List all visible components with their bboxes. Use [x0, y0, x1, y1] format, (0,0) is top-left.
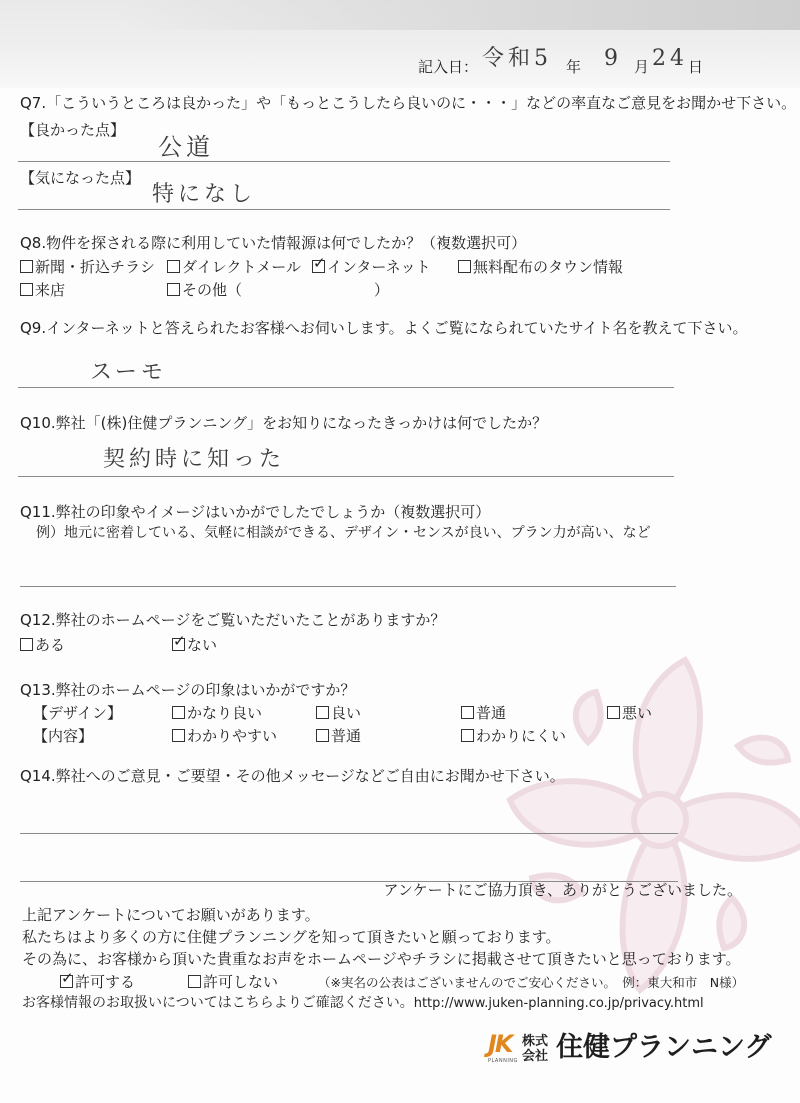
q11-example: 例）地元に密着している、気軽に相談ができる、デザイン・センスが良い、プラン力が高い、など	[36, 525, 651, 541]
checkbox	[312, 260, 325, 273]
company-logo-corp	[522, 1034, 548, 1064]
checkbox	[60, 975, 73, 988]
q7-question: Q7.「こういうところは良かった」や「もっとこうしたら良いのに・・・」などの率直なご意見をお聞かせ下さい。	[20, 94, 797, 112]
checkbox	[172, 638, 185, 651]
q10-answer: 契約時に知った	[103, 447, 286, 472]
q9-question: Q9.インターネットと答えられたお客様へお伺いします。よくご覧になられていたサイト名を教えて下さい。	[20, 319, 748, 337]
request-line-3: その為に、お客様から頂いた貴重なお声をホームページやチラシに掲載させて頂きたいと思っております。	[22, 950, 741, 968]
answer-line	[20, 586, 676, 587]
q8-option-newspaper	[20, 258, 155, 276]
date-month-value: 9	[604, 46, 622, 71]
date-year-unit: 年	[566, 58, 582, 76]
q13-question: Q13.弊社のホームページの印象はいかがですか？	[20, 681, 356, 699]
date-day-value: 24	[652, 46, 688, 71]
answer-line	[20, 833, 678, 834]
q13-design-bad	[607, 704, 652, 722]
permission-allow	[60, 973, 135, 991]
q11-question: Q11.弊社の印象やイメージはいかがでしたでしょうか（複数選択可）	[20, 503, 491, 521]
checkbox	[20, 638, 33, 651]
q13-content-easy	[172, 727, 277, 745]
q14-question: Q14.弊社へのご意見・ご要望・その他メッセージなどご自由にお聞かせ下さい。	[20, 767, 565, 785]
company-logo-name: 住健プランニング	[556, 1032, 772, 1063]
option-label: 許可しない	[203, 973, 279, 991]
checkbox	[461, 729, 474, 742]
q13-design-very-good	[172, 704, 262, 722]
checkbox	[167, 260, 180, 273]
option-label: わかりにくい	[476, 727, 567, 745]
privacy-url: http://www.juken-planning.co.jp/privacy.html	[413, 996, 704, 1011]
q8-option-other	[167, 281, 242, 299]
q9-answer: スーモ	[90, 360, 167, 385]
permission-deny	[188, 973, 278, 991]
scan-top-shade	[120, 0, 800, 30]
answer-line	[18, 476, 674, 477]
privacy-line	[22, 994, 704, 1013]
corp-line-2: 会社	[522, 1049, 549, 1064]
permission-note: （※実名の公表はございませんのでご安心ください。 例：東大和市 N様）	[318, 975, 745, 990]
privacy-text: お客様情報のお取扱いについてはこちらよりご確認ください。	[22, 995, 414, 1011]
option-label: その他（	[182, 281, 243, 299]
company-logo-mark: JK	[488, 1030, 512, 1058]
checkbox	[316, 729, 329, 742]
q12-option-no	[172, 636, 217, 654]
option-label: 普通	[331, 727, 362, 745]
q13-content-label: 【内容】	[33, 727, 94, 745]
q7-good-answer: 公道	[158, 133, 214, 161]
checkbox	[607, 706, 620, 719]
answer-line	[18, 387, 674, 388]
checkbox	[188, 975, 201, 988]
date-day-unit: 日	[688, 58, 704, 76]
company-logo-mark-sub: PLANNING	[488, 1058, 518, 1064]
option-label: ない	[187, 636, 218, 654]
option-label: 悪い	[622, 704, 653, 722]
option-label: 来店	[35, 281, 66, 299]
q12-question: Q12.弊社のホームページをご覧いただいたことがありますか？	[20, 611, 446, 629]
date-month-unit: 月	[634, 58, 650, 76]
q8-option-internet	[312, 258, 431, 276]
option-label: インターネット	[327, 258, 431, 276]
q8-option-direct-mail	[167, 258, 301, 276]
q7-concern-label: 【気になった点】	[20, 169, 141, 187]
checkbox	[172, 729, 185, 742]
q8-question: Q8.物件を探される際に利用していた情報源は何でしたか？（複数選択可）	[20, 234, 527, 252]
q7-concern-answer: 特になし	[152, 182, 257, 207]
q13-content-hard	[461, 727, 566, 745]
option-label: ダイレクトメール	[182, 258, 301, 276]
option-label: わかりやすい	[187, 727, 278, 745]
checkbox	[172, 706, 185, 719]
corp-line-1: 株式	[522, 1034, 549, 1049]
q8-option-visit	[20, 281, 65, 299]
thanks-message: アンケートにご協力頂き、ありがとうございました。	[383, 881, 742, 899]
checkbox	[167, 283, 180, 296]
q13-design-label: 【デザイン】	[33, 704, 122, 722]
q7-good-label: 【良かった点】	[20, 121, 126, 139]
q13-design-good	[316, 704, 361, 722]
date-label: 記入日：	[418, 58, 479, 76]
option-label: かなり良い	[187, 704, 263, 722]
date-era-value: 令和5	[482, 46, 552, 71]
q12-option-yes	[20, 636, 65, 654]
request-line-1: 上記アンケートについてお願いがあります。	[22, 906, 320, 924]
answer-line	[18, 161, 670, 162]
option-label: 良い	[331, 704, 362, 722]
option-label: 許可する	[75, 973, 136, 991]
q8-option-town-info	[458, 258, 623, 276]
request-line-2: 私たちはより多くの方に住健プランニングを知って頂きたいと願っております。	[22, 928, 561, 946]
option-label: 普通	[476, 704, 507, 722]
checkbox	[20, 260, 33, 273]
q13-content-average	[316, 727, 361, 745]
checkbox	[461, 706, 474, 719]
checkbox	[20, 283, 33, 296]
option-label: 新聞・折込チラシ	[35, 258, 156, 276]
answer-line	[18, 209, 670, 210]
checkbox	[316, 706, 329, 719]
option-label: 無料配布のタウン情報	[473, 258, 624, 276]
q8-other-close-paren: ）	[374, 281, 390, 299]
checkbox	[458, 260, 471, 273]
q10-question: Q10.弊社「(株)住健プランニング」をお知りになったきっかけは何でしたか？	[20, 414, 548, 432]
q13-design-average	[461, 704, 506, 722]
option-label: ある	[35, 636, 66, 654]
